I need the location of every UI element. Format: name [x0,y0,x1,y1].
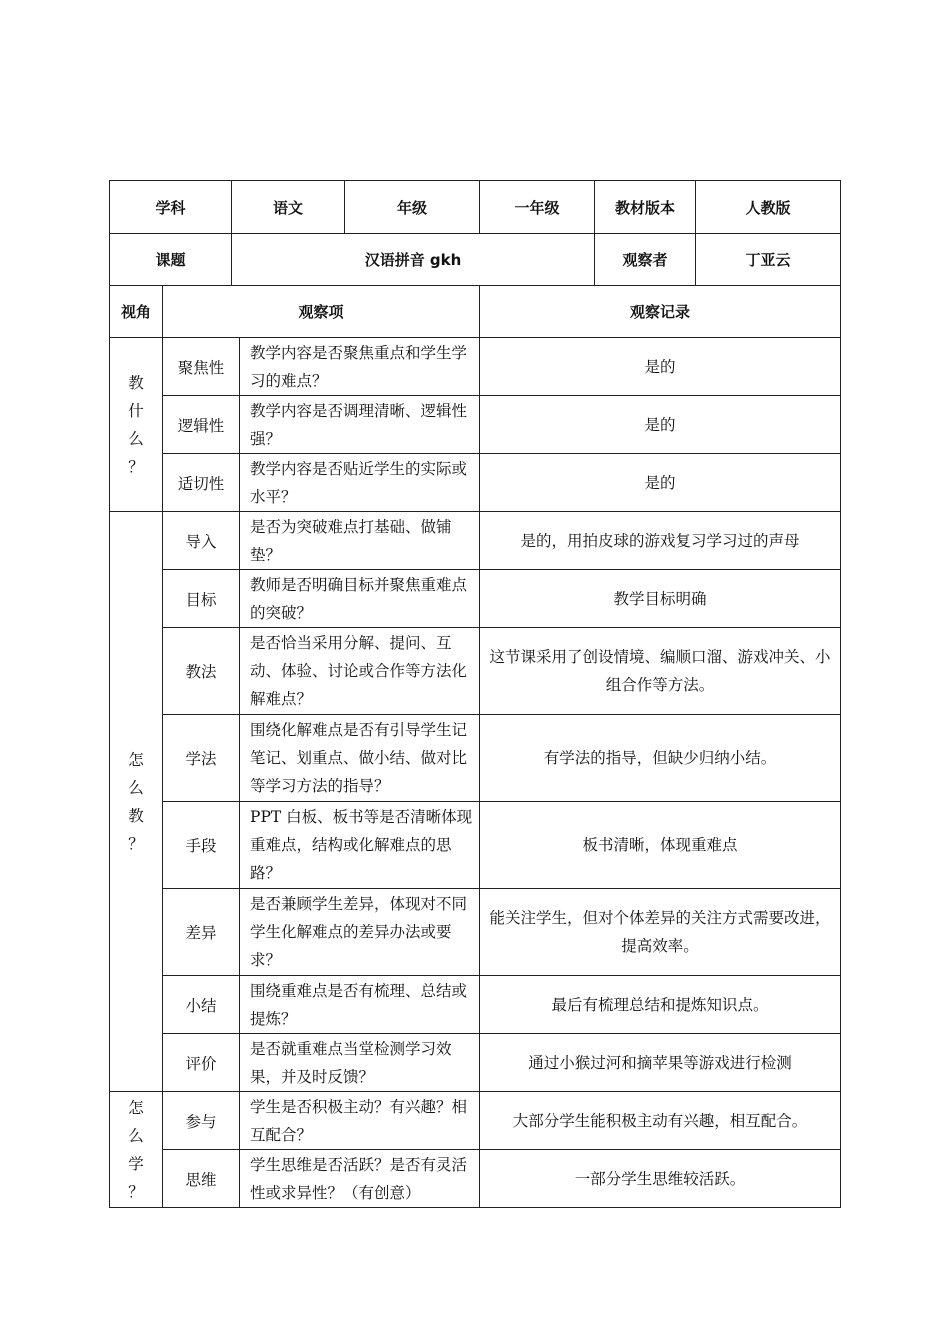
aspect-cell: 聚焦性 [163,338,240,396]
question-cell: 是否为突破难点打基础、做铺垫？ [240,512,480,570]
perspective-header: 视角 [110,286,163,338]
aspect-cell: 目标 [163,570,240,628]
aspect-cell: 教法 [163,628,240,715]
observation-table [109,180,841,1208]
column-header-row [110,286,841,338]
record-cell: 通过小猴过河和摘苹果等游戏进行检测 [480,1034,841,1092]
record-cell: 一部分学生思维较活跃。 [480,1150,841,1208]
aspect-cell: 参与 [163,1092,240,1150]
topic-value: 汉语拼音 gkh [232,234,595,286]
item-header: 观察项 [163,286,480,338]
aspect-cell: 手段 [163,802,240,889]
subject-label: 学科 [110,181,232,234]
question-cell: 学生思维是否活跃？是否有灵活性或求异性？（有创意） [240,1150,480,1208]
question-cell: 是否兼顾学生差异，体现对不同学生化解难点的差异办法或要求？ [240,889,480,976]
table-row [110,396,841,454]
record-header: 观察记录 [480,286,841,338]
table-row [110,512,841,570]
header-row-subject [110,181,841,234]
question-cell: 围绕重难点是否有梳理、总结或提炼？ [240,976,480,1034]
record-cell: 这节课采用了创设情境、编顺口溜、游戏冲关、小组合作等方法。 [480,628,841,715]
perspective-char: 么 [128,429,144,448]
table-row [110,1034,841,1092]
question-cell: 教师是否明确目标并聚焦重难点的突破？ [240,570,480,628]
grade-label: 年级 [345,181,480,234]
subject-value: 语文 [232,181,345,234]
record-cell: 是的 [480,396,841,454]
perspective-char: 怎 [128,750,144,769]
table-row [110,1092,841,1150]
aspect-cell: 导入 [163,512,240,570]
aspect-cell: 差异 [163,889,240,976]
perspective-char: ？ [128,457,144,476]
record-cell: 是的 [480,338,841,396]
table-row [110,889,841,976]
header-row-topic [110,234,841,286]
topic-label: 课题 [110,234,232,286]
perspective-char: ？ [128,834,144,853]
perspective-char: 学 [128,1154,144,1173]
question-cell: 围绕化解难点是否有引导学生记笔记、划重点、做小结、做对比等学习方法的指导？ [240,715,480,802]
perspective-cell [110,338,163,512]
perspective-char: ？ [128,1182,144,1201]
perspective-char: 么 [128,778,144,797]
perspective-cell [110,1092,163,1208]
question-cell: 学生是否积极主动？有兴趣？相互配合？ [240,1092,480,1150]
record-cell: 是的 [480,454,841,512]
perspective-cell [110,512,163,1092]
table-row [110,802,841,889]
table-row [110,628,841,715]
observer-label: 观察者 [595,234,696,286]
edition-value: 人教版 [696,181,841,234]
grade-value: 一年级 [480,181,595,234]
aspect-cell: 适切性 [163,454,240,512]
record-cell: 板书清晰，体现重难点 [480,802,841,889]
question-cell: 教学内容是否调理清晰、逻辑性强？ [240,396,480,454]
question-cell: 是否就重难点当堂检测学习效果，并及时反馈？ [240,1034,480,1092]
aspect-cell: 学法 [163,715,240,802]
table-row [110,976,841,1034]
record-cell: 有学法的指导，但缺少归纳小结。 [480,715,841,802]
aspect-cell: 小结 [163,976,240,1034]
question-cell: 教学内容是否聚焦重点和学生学习的难点？ [240,338,480,396]
question-cell: PPT 白板、板书等是否清晰体现重难点，结构或化解难点的思路？ [240,802,480,889]
table-row [110,1150,841,1208]
table-row [110,338,841,396]
perspective-char: 么 [128,1126,144,1145]
record-cell: 教学目标明确 [480,570,841,628]
record-cell: 最后有梳理总结和提炼知识点。 [480,976,841,1034]
record-cell: 能关注学生，但对个体差异的关注方式需要改进，提高效率。 [480,889,841,976]
question-cell: 教学内容是否贴近学生的实际或水平？ [240,454,480,512]
perspective-char: 怎 [128,1098,144,1117]
aspect-cell: 思维 [163,1150,240,1208]
observer-value: 丁亚云 [696,234,841,286]
table-row [110,454,841,512]
perspective-char: 教 [128,806,144,825]
perspective-char: 教 [128,373,144,392]
table-row [110,570,841,628]
question-cell: 是否恰当采用分解、提问、互动、体验、讨论或合作等方法化解难点？ [240,628,480,715]
aspect-cell: 逻辑性 [163,396,240,454]
table-row [110,715,841,802]
record-cell: 是的，用拍皮球的游戏复习学习过的声母 [480,512,841,570]
record-cell: 大部分学生能积极主动有兴趣，相互配合。 [480,1092,841,1150]
aspect-cell: 评价 [163,1034,240,1092]
perspective-char: 什 [128,401,144,420]
edition-label: 教材版本 [595,181,696,234]
